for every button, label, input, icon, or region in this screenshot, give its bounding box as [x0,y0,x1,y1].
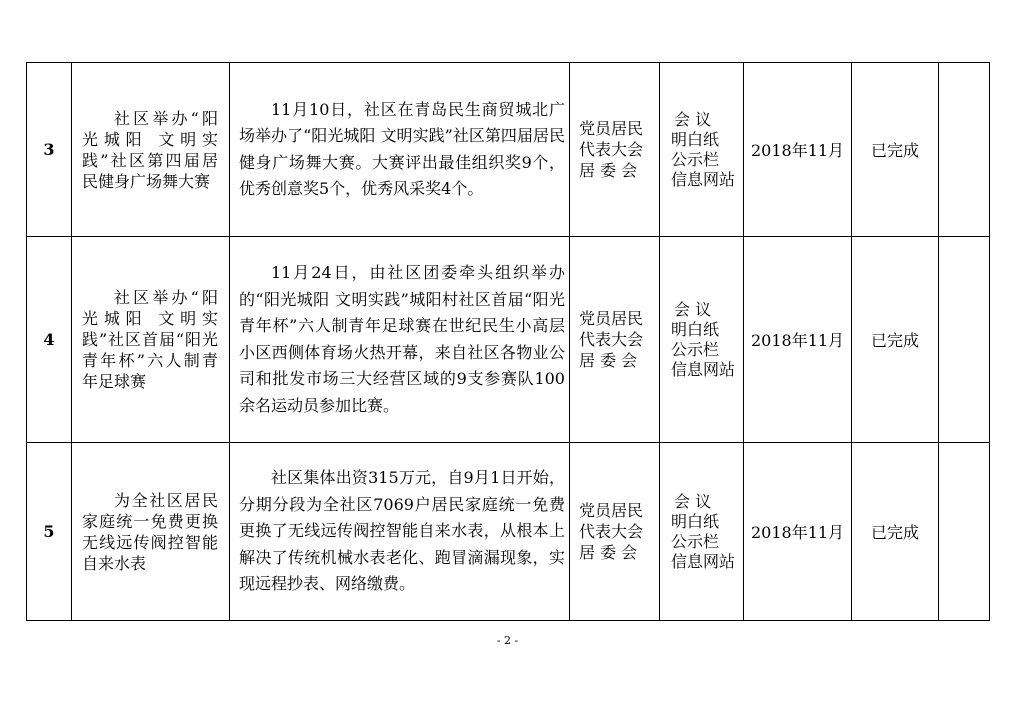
completion-date: 2018年11月 [744,443,852,621]
status: 已完成 [852,63,939,237]
publicity-scope [570,118,659,181]
publicity-scope-line: 代表大会 [579,140,644,159]
table-row [27,237,990,443]
publicity-method [660,110,743,190]
table-row [27,63,990,237]
publicity-scope [570,308,659,371]
page-number: - 2 - [496,634,519,647]
publicity-method-line: 会 议 [674,491,712,511]
publicity-scope-line: 党员居民 [579,501,644,520]
row-number: 3 [27,63,72,237]
table-row [27,443,990,621]
publicity-method [660,492,743,572]
publicity-method-line: 公示栏 [671,149,720,169]
publicity-scope-line: 代表大会 [579,522,644,541]
publicity-method-line: 会 议 [674,109,712,129]
item-title: 为全社区居民家庭统一免费更换无线远传阀控智能自来水表 [82,490,218,573]
item-title: 社区举办“阳光城阳 文明实践”社区首届“阳光青年杯”六人制青年足球赛 [82,288,218,391]
note-cell [939,63,990,237]
status: 已完成 [852,237,939,443]
publicity-method-line: 明白纸 [671,319,720,339]
publicity-method-line: 会 议 [674,299,712,319]
publicity-scope-line: 居 委 会 [579,543,638,562]
completion-date: 2018年11月 [744,237,852,443]
publicity-scope-line: 党员居民 [579,119,644,138]
publicity-method-line: 明白纸 [671,511,720,531]
row-number: 5 [27,443,72,621]
note-cell [939,443,990,621]
publicity-method-line: 信息网站 [671,169,736,189]
publicity-method-line: 公示栏 [671,531,720,551]
item-title: 社区举办“阳光城阳 文明实践”社区第四届居民健身广场舞大赛 [82,108,218,191]
publicity-method [660,300,743,380]
publicity-scope-line: 党员居民 [579,309,644,328]
status: 已完成 [852,443,939,621]
publicity-scope-line: 居 委 会 [579,351,638,370]
publicity-scope-line: 居 委 会 [579,161,638,180]
public-affairs-table [26,62,990,621]
publicity-scope [570,500,659,563]
publicity-scope-line: 代表大会 [579,330,644,349]
publicity-method-line: 信息网站 [671,359,736,379]
publicity-method-line: 信息网站 [671,551,736,571]
note-cell [939,237,990,443]
row-number: 4 [27,237,72,443]
completion-date: 2018年11月 [744,63,852,237]
item-description: 社区集体出资315万元，自9月1日开始，分期分段为全社区7069户居民家庭统一免费更换了无线远传阀控智能自来水表，从根本上解决了传统机械水表老化、跑冒滴漏现象，实现远程抄表、网络缴费。 [239,468,565,594]
publicity-method-line: 公示栏 [671,339,720,359]
item-description: 11月10日，社区在青岛民生商贸城北广场举办了“阳光城阳 文明实践”社区第四届居民健身广场舞大赛。大赛评出最佳组织奖9个，优秀创意奖5个，优秀风采奖4个。 [239,99,565,198]
item-description: 11月24日，由社区团委牵头组织举办的“阳光城阳 文明实践”城阳村社区首届“阳光青年杯”六人制青年足球赛在世纪民生小高层小区西侧体育场火热开幕，来自社区各物业公司和批发市场三大经营区域的9支参赛队100余名运动员参加比赛。 [239,263,565,415]
publicity-method-line: 明白纸 [671,129,720,149]
